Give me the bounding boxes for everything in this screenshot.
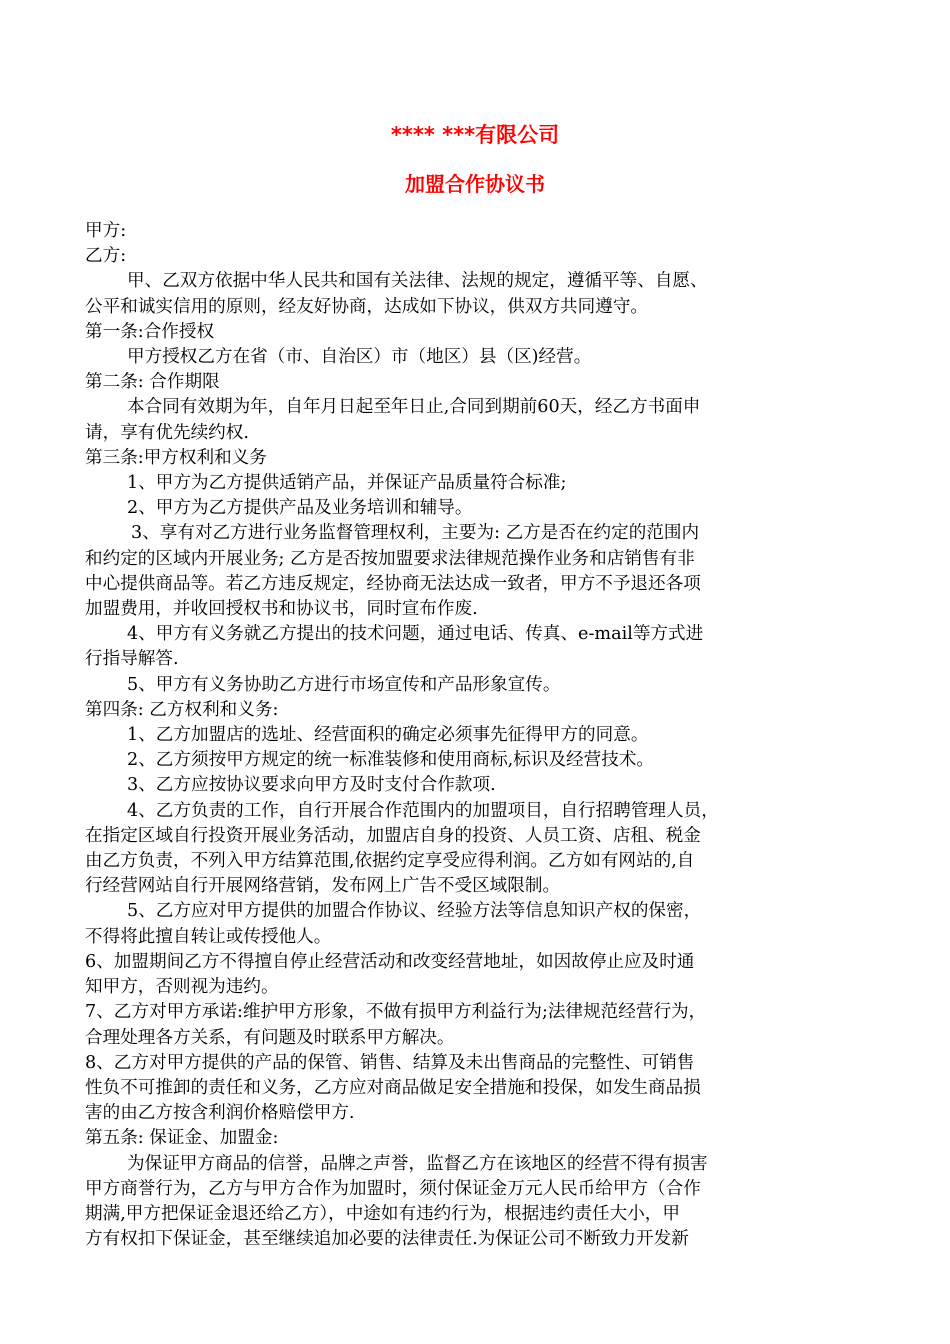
article-4-heading: 第四条: 乙方权利和义务: — [85, 699, 279, 720]
article-4-item: 5、乙方应对甲方提供的加盟合作协议、经验方法等信息知识产权的保密， — [127, 901, 702, 922]
article-3-item: 加盟费用，并收回授权书和协议书，同时宣布作废. — [85, 599, 478, 620]
article-4-item: 由乙方负责，不列入甲方结算范围,依据约定享受应得利润。乙方如有网站的,自 — [85, 851, 695, 872]
article-5-text: 甲方商誉行为，乙方与甲方合作为加盟时，须付保证金万元人民币给甲方（合作 — [85, 1178, 701, 1199]
preamble-line: 公平和诚实信用的原则，经友好协商，达成如下协议，供双方共同遵守。 — [85, 296, 649, 317]
company-name: **** ***有限公司 — [390, 123, 560, 147]
article-3-item: 行指导解答. — [85, 649, 179, 670]
article-5-heading: 第五条: 保证金、加盟金: — [85, 1128, 279, 1149]
article-4-item: 4、乙方负责的工作，自行开展合作范围内的加盟项目，自行招聘管理人员， — [127, 800, 719, 821]
article-4-item: 在指定区域自行投资开展业务活动，加盟店自身的投资、人员工资、店租、税金 — [85, 825, 701, 846]
document-title: 加盟合作协议书 — [405, 172, 545, 196]
document-body — [85, 219, 870, 1252]
article-4-item: 1、乙方加盟店的选址、经营面积的确定必须事先征得甲方的同意。 — [127, 725, 649, 746]
article-4-item: 不得将此擅自转让或传授他人。 — [85, 926, 332, 947]
article-4-item: 知甲方，否则视为违约。 — [85, 977, 279, 998]
party-b-line: 乙方: — [85, 246, 127, 267]
article-1-text: 甲方授权乙方在省（市、自治区）市（地区）县（区)经营。 — [127, 347, 592, 368]
article-4-item: 性负不可推卸的责任和义务，乙方应对商品做足安全措施和投保，如发生商品损 — [85, 1077, 701, 1098]
article-1-heading: 第一条:合作授权 — [85, 321, 215, 342]
article-3-item: 中心提供商品等。若乙方违反规定，经协商无法达成一致者，甲方不予退还各项 — [85, 573, 701, 594]
party-a-line: 甲方: — [85, 221, 127, 241]
article-4-item: 2、乙方须按甲方规定的统一标准装修和使用商标,标识及经营技术。 — [127, 750, 655, 771]
article-4-item: 合理处理各方关系，有问题及时联系甲方解决。 — [85, 1027, 455, 1048]
article-4-item: 3、乙方应按协议要求向甲方及时支付合作款项. — [127, 775, 496, 796]
article-5-text: 期满,甲方把保证金退还给乙方），中途如有违约行为，根据违约责任大小，甲 — [85, 1203, 680, 1224]
article-5-text: 方有权扣下保证金，甚至继续追加必要的法律责任.为保证公司不断致力开发新 — [85, 1229, 689, 1250]
article-4-item: 8、乙方对甲方提供的产品的保管、销售、结算及未出售商品的完整性、可销售 — [85, 1052, 695, 1073]
article-3-item: 3、享有对乙方进行业务监督管理权利，主要为: 乙方是否在约定的范围内 — [131, 523, 700, 544]
article-3-item: 4、甲方有义务就乙方提出的技术问题，通过电话、传真、e-mail等方式进 — [127, 624, 704, 645]
article-3-item: 2、甲方为乙方提供产品及业务培训和辅导。 — [127, 498, 473, 519]
article-4-item: 行经营网站自行开展网络营销，发布网上广告不受区域限制。 — [85, 876, 561, 897]
article-2-heading: 第二条: 合作期限 — [85, 372, 220, 393]
article-2-text: 本合同有效期为年，自年月日起至年日止,合同到期前60天，经乙方书面申 — [127, 397, 701, 418]
article-5-text: 为保证甲方商品的信誉，品牌之声誉，监督乙方在该地区的经营不得有损害 — [127, 1153, 708, 1174]
article-4-item: 6、加盟期间乙方不得擅自停止经营活动和改变经营地址，如因故停止应及时通 — [85, 951, 695, 972]
article-3-item: 1、甲方为乙方提供适销产品，并保证产品质量符合标准; — [127, 473, 567, 494]
article-4-item: 害的由乙方按含利润价格赔偿甲方. — [85, 1103, 355, 1124]
article-3-item: 和约定的区域内开展业务; 乙方是否按加盟要求法律规范操作业务和店销售有非 — [85, 548, 695, 569]
article-3-item: 5、甲方有义务协助乙方进行市场宣传和产品形象宣传。 — [127, 674, 561, 695]
article-3-heading: 第三条:甲方权利和义务 — [85, 447, 267, 468]
article-4-item: 7、乙方对甲方承诺:维护甲方形象，不做有损甲方利益行为;法律规范经营行为， — [85, 1002, 707, 1023]
article-2-text: 请，享有优先续约权. — [85, 422, 249, 443]
preamble-line: 甲、乙双方依据中华人民共和国有关法律、法规的规定，遵循平等、自愿、 — [127, 271, 708, 292]
